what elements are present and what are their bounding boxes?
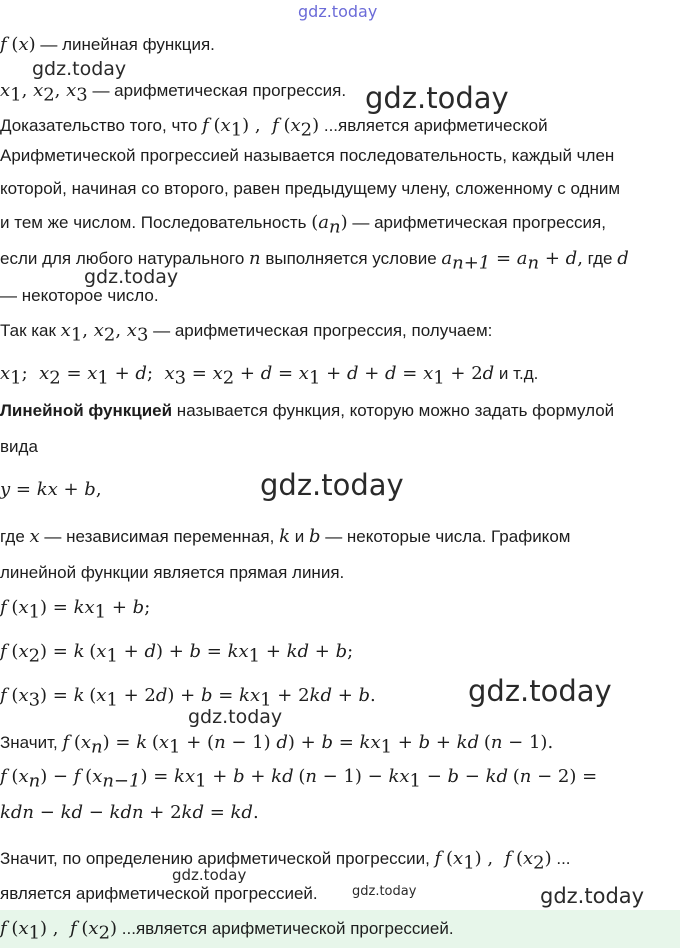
- text-linear-def-rest: называется функция, которую можно задать формулой: [172, 401, 615, 420]
- text-def4-a: если для любого натурального: [0, 249, 250, 268]
- line-graph: линейной функции является прямая линия.: [0, 563, 345, 582]
- text-def4-b: выполняется условие: [260, 249, 442, 268]
- watermark-3: gdz.today: [84, 266, 179, 288]
- line-arith-progression: $x_1$, $x_2$, $x_3$ — арифметическая прогрессия.: [0, 80, 347, 106]
- text-conclusion-a: Значит, по определению арифметической прогрессии,: [0, 849, 435, 868]
- text-proof-b: ...является арифметической: [319, 116, 548, 135]
- text-arith-progression: — арифметическая прогрессия.: [87, 81, 347, 100]
- text-answer: ...является арифметической прогрессией.: [117, 919, 454, 938]
- line-definition-4: если для любого натурального n выполняется условие $a_{n+1} = a_n + d$, где d: [0, 248, 629, 274]
- line-f-x2: f $(x_2) = k$ $(x_1 + d) + b = kx_1$ + kd + b;: [0, 641, 354, 667]
- text-linear-def-bold: Линейной функцией: [0, 401, 173, 420]
- line-conclusion-2: [0, 883, 318, 905]
- watermark-1: gdz.today: [32, 58, 127, 80]
- text-since-b: — арифметическая прогрессия, получаем:: [148, 321, 493, 340]
- text-def4-c: где: [582, 249, 618, 268]
- text-where-d: — некоторые числа. Графиком: [320, 527, 571, 546]
- watermark-9: gdz.today: [540, 884, 645, 908]
- line-since: Так как $x_1$, $x_2$, $x_3$ — арифметическая прогрессия, получаем:: [0, 320, 493, 346]
- line-terms-formula: $x_1$; $x_2 = x_1 + d$; $x_3 = x_2 + d = x_1 + d + d = x_1 + 2d$ и т.д.: [0, 363, 539, 389]
- watermark-8: gdz.today: [352, 884, 417, 899]
- line-definition-2: которой, начиная со второго, равен предыдущему члену, сложенному с одним: [0, 179, 621, 198]
- line-linear-function: f (x) — линейная функция.: [0, 34, 215, 55]
- line-difference: f $(x_n) - f$ $(x_{n-1}) = kx_1 + b$ + kd $(n - 1) - kx_1 - b$ − kd (n − 2) =: [0, 766, 598, 792]
- text-since-a: Так как: [0, 321, 61, 340]
- line-f-xn: Значит, f $(x_n) = k$ $(x_1 + (n - 1) d) + b = kx_1 + b$ + kd (n − 1).: [0, 732, 554, 758]
- text-conclusion-b: ...: [551, 849, 571, 868]
- line-definition-5: — некоторое число.: [0, 286, 159, 305]
- line-linear-def: [0, 400, 614, 422]
- line-difference-result: kdn − kd − kdn + 2kd = kd.: [0, 802, 259, 823]
- text-def3-a: и тем же числом. Последовательность: [0, 213, 312, 232]
- text-def3-b: — арифметическая прогрессия,: [347, 213, 606, 232]
- line-y-formula: y = kx + b,: [0, 479, 102, 500]
- line-definition-1: Арифметической прогрессией называется последовательность, каждый член: [0, 146, 615, 165]
- line-f-x1: f $(x_1) = kx_1 + b$;: [0, 597, 151, 623]
- text-proof-a: Доказательство того, что: [0, 116, 203, 135]
- watermark-top: gdz.today: [298, 2, 378, 21]
- line-linear-def-2: вида: [0, 437, 38, 456]
- watermark-4: gdz.today: [260, 468, 404, 502]
- text-therefore: Значит,: [0, 733, 63, 752]
- watermark-2: gdz.today: [365, 81, 509, 115]
- text-etc: и т.д.: [494, 364, 539, 383]
- text-where-b: — независимая переменная,: [39, 527, 280, 546]
- line-f-x3: f $(x_3) = k$ $(x_1 + 2d) + b = kx_1 + 2kd + b$.: [0, 685, 376, 711]
- text-where-a: где: [0, 527, 30, 546]
- watermark-6: gdz.today: [188, 706, 283, 728]
- line-conclusion: Значит, по определению арифметической прогрессии, f $(x_1)$ , f $(x_2)$ ...: [0, 848, 571, 874]
- text-linear-function: — линейная функция.: [35, 35, 215, 54]
- text-where-c: и: [289, 527, 309, 546]
- watermark-7: gdz.today: [172, 866, 247, 884]
- line-definition-3: и тем же числом. Последовательность $(a_n)$ — арифметическая прогрессия,: [0, 212, 606, 238]
- text-conclusion-2: является арифметической прогрессией.: [0, 884, 318, 903]
- watermark-5: gdz.today: [468, 674, 612, 708]
- line-answer: f $(x_1)$ , f $(x_2)$ ...является арифметической прогрессией.: [0, 918, 454, 944]
- line-proof-statement: Доказательство того, что f $(x_1)$ , f $(x_2)$ ...является арифметической: [0, 115, 548, 141]
- line-where: где x — независимая переменная, k и b — некоторые числа. Графиком: [0, 526, 571, 547]
